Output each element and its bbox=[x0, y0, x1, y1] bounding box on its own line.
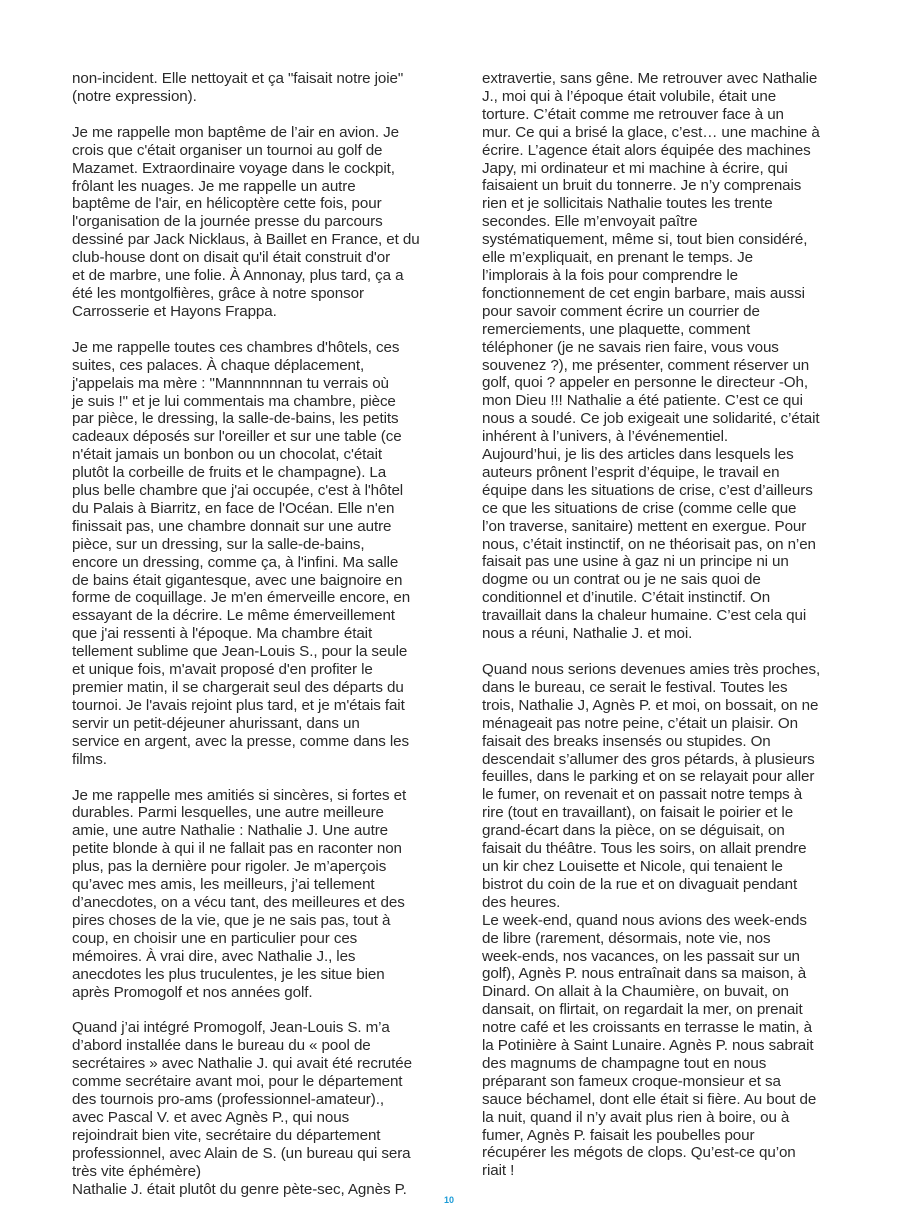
text-line: week-ends, nos vacances, on les passait sur un bbox=[482, 947, 800, 965]
text-line: plus belle chambre que j'ai occupée, c'est à l'hôtel bbox=[72, 482, 404, 500]
text-line: riait ! bbox=[482, 1162, 515, 1180]
text-line: baptême de l'air, en hélicoptère cette fois, pour bbox=[72, 195, 382, 213]
text-line: avec Pascal V. et avec Agnès P., qui nous bbox=[72, 1108, 350, 1126]
text-line: nous a soudé. Ce job exigeait une solidarité, c’était bbox=[482, 410, 820, 428]
text-line: professionnel, avec Alain de S. (un bureau qui sera bbox=[72, 1144, 411, 1162]
text-line: auteurs prônent l’esprit d’équipe, le travail en bbox=[482, 463, 780, 481]
text-line: J., moi qui à l’époque était volubile, était une bbox=[482, 87, 777, 105]
text-line: mon Dieu !!! Nathalie a été patiente. C’est ce qui bbox=[482, 392, 803, 410]
text-line: récupérer les mégots de clops. Qu’est-ce qu’on bbox=[482, 1144, 796, 1162]
text-line: faisaient un bruit du tonnerre. Je n’y comprenais bbox=[482, 177, 802, 195]
text-line: plus, pas la dernière pour rigoler. Je m’aperçois bbox=[72, 858, 387, 876]
text-line: qu’avec mes amis, les meilleurs, j’ai tellement bbox=[72, 876, 375, 894]
text-line: secondes. Elle m’envoyait paître bbox=[482, 213, 698, 231]
text-line: le fumer, on revenait et on passait notre temps à bbox=[482, 786, 803, 804]
paragraph bbox=[72, 70, 418, 106]
text-line: Carrosserie et Hayons Frappa. bbox=[72, 302, 277, 320]
paragraph bbox=[72, 339, 418, 769]
text-line: mur. Ce qui a brisé la glace, c’est… une machine à bbox=[482, 123, 820, 141]
text-line: des heures. bbox=[482, 893, 561, 911]
text-line: petite blonde à qui il ne fallait pas en raconter non bbox=[72, 840, 402, 858]
text-line: remerciements, une plaquette, comment bbox=[482, 320, 751, 338]
text-line: dogme ou un contrat ou je ne sais quoi de bbox=[482, 571, 761, 589]
text-line: Je me rappelle mes amitiés si sincères, si fortes et bbox=[72, 786, 407, 804]
text-line: Aujourd’hui, je lis des articles dans lesquels les bbox=[482, 446, 794, 464]
text-line: j'appelais ma mère : "Mannnnnnan tu verrais où bbox=[72, 374, 389, 392]
text-line: secrétaires » avec Nathalie J. qui avait été recrutée bbox=[72, 1055, 412, 1073]
text-line: bistrot du coin de la rue et on divaguait pendant bbox=[482, 875, 798, 893]
text-line: golf), Agnès P. nous entraînait dans sa maison, à bbox=[482, 965, 807, 983]
text-line: l'organisation de la journée presse du parcours bbox=[72, 213, 383, 231]
text-line: plutôt la corbeille de fruits et le champagne). La bbox=[72, 464, 387, 482]
text-line: tournoi. Je l'avais rejoint plus tard, et je m'étais fait bbox=[72, 696, 405, 714]
text-line: golf, quoi ? appeler en personne le directeur -Oh, bbox=[482, 374, 808, 392]
text-line: notre café et les croissants en terrasse le matin, à bbox=[482, 1019, 812, 1037]
text-line: fonctionnement de cet engin barbare, mais aussi bbox=[482, 284, 805, 302]
text-line: anecdotes les plus truculentes, je les situe bien bbox=[72, 965, 385, 983]
text-line: de libre (rarement, désormais, note vie, nos bbox=[482, 929, 771, 947]
text-line: pour savoir comment écrire un courrier de bbox=[482, 302, 760, 320]
text-line: torture. C’était comme me retrouver face à un bbox=[482, 105, 784, 123]
text-line: et unique fois, m'avait proposé d'en profiter le bbox=[72, 661, 373, 679]
paragraph bbox=[72, 1019, 418, 1198]
text-line: inhérent à l’univers, à l’événementiel. bbox=[482, 428, 728, 446]
text-line: Quand nous serions devenues amies très proches, bbox=[482, 661, 821, 678]
text-line: durables. Parmi lesquelles, une autre meilleure bbox=[72, 804, 384, 822]
text-line: fumer, Agnès P. faisait les poubelles pour bbox=[482, 1126, 755, 1144]
text-line: Nathalie J. était plutôt du genre pète-sec, Agnès P. bbox=[72, 1180, 407, 1198]
text-line: et de marbre, une folie. À Annonay, plus tard, ça a bbox=[72, 267, 404, 285]
text-line: Le week-end, quand nous avions des week-ends bbox=[482, 911, 807, 929]
text-line: servir un petit-déjeuner ahurissant, dans un bbox=[72, 714, 360, 732]
text-line: tellement sublime que Jean-Louis S., pour la seule bbox=[72, 643, 408, 661]
text-line: la Potinière à Saint Lunaire. Agnès P. nous sabrait bbox=[482, 1037, 814, 1055]
text-line: équipe dans les situations de crise, c’est d’ailleurs bbox=[482, 481, 813, 499]
text-line: Je me rappelle mon baptême de l’air en avion. Je bbox=[72, 123, 399, 141]
text-line: frôlant les nuages. Je me rappelle un autre bbox=[72, 177, 356, 195]
text-line: dansait, on flirtait, on regardait la mer, on prenait bbox=[482, 1001, 803, 1019]
text-line: suites, ces palaces. À chaque déplacement, bbox=[72, 356, 365, 374]
text-line: club-house dont on disait qu'il était construit d'or bbox=[72, 249, 391, 267]
text-line: dans le bureau, ce serait le festival. Toutes les bbox=[482, 678, 788, 696]
text-line: faisait pas une usine à gaz ni un principe ni un bbox=[482, 553, 789, 571]
text-line: dessiné par Jack Nicklaus, à Baillet en France, et du bbox=[72, 231, 420, 249]
text-line: systématiquement, même si, tout bien considéré, bbox=[482, 231, 808, 249]
paragraph bbox=[482, 661, 828, 1180]
text-line: d’abord installée dans le bureau du « pool de bbox=[72, 1037, 371, 1055]
text-line: crois que c'était organiser un tournoi au golf de bbox=[72, 141, 383, 159]
text-line: essayant de la décrire. Le même émerveillement bbox=[72, 607, 395, 625]
text-line: nous a réuni, Nathalie J. et moi. bbox=[482, 625, 693, 643]
text-line: je suis !" et je lui commentais ma chambre, pièce bbox=[72, 392, 396, 410]
text-line: l’implorais à la fois pour comprendre le bbox=[482, 266, 738, 284]
text-line: non-incident. Elle nettoyait et ça "faisait notre joie" bbox=[72, 70, 404, 87]
text-line: Japy, mi ordinateur et mi machine à écrire, qui bbox=[482, 159, 788, 177]
text-line: (notre expression). bbox=[72, 87, 197, 105]
text-line: très vite éphémère) bbox=[72, 1162, 201, 1180]
text-line: elle m’expliquait, en prenant le temps. Je bbox=[482, 249, 754, 267]
text-line: comme secrétaire avant moi, pour le département bbox=[72, 1073, 403, 1091]
text-line: des magnums de champagne tout en nous bbox=[482, 1054, 767, 1072]
text-line: Dinard. On allait à la Chaumière, on buvait, on bbox=[482, 983, 789, 1001]
paragraph bbox=[72, 787, 418, 1002]
text-line: cadeaux déposés sur l'oreiller et sur une table (ce bbox=[72, 428, 402, 446]
text-line: pièce, sur un dressing, sur la salle-de-bains, bbox=[72, 535, 365, 553]
text-line: rejoindrait bien vite, secrétaire du département bbox=[72, 1126, 381, 1144]
right-column bbox=[482, 70, 828, 1198]
text-line: descendait s’allumer des gros pétards, à plusieurs bbox=[482, 750, 815, 768]
text-line: Je me rappelle toutes ces chambres d'hôtels, ces bbox=[72, 338, 400, 356]
text-line: un kir chez Louisette et Nicole, qui tenaient le bbox=[482, 857, 783, 875]
text-line: encore un dressing, comme ça, à l'infini. Ma salle bbox=[72, 553, 399, 571]
text-line: pires choses de la vie, que je ne sais pas, tout à bbox=[72, 911, 391, 929]
text-line: forme de coquillage. Je m'en émerveille encore, en bbox=[72, 589, 411, 607]
text-line: feuilles, dans le parking et on se relayait pour aller bbox=[482, 768, 815, 786]
text-line: du Palais à Biarritz, en face de l'Océan. Elle n'en bbox=[72, 499, 395, 517]
text-line: Quand j’ai intégré Promogolf, Jean-Louis S. m’a bbox=[72, 1019, 390, 1037]
text-line: extravertie, sans gêne. Me retrouver avec Nathalie bbox=[482, 70, 818, 87]
text-line: conditionnel et d’inutile. C’était instinctif. On bbox=[482, 589, 771, 607]
text-line: mémoires. À vrai dire, avec Nathalie J., les bbox=[72, 947, 356, 965]
text-line: rien et je sollicitais Nathalie toutes les trente bbox=[482, 195, 773, 213]
text-line: nous, c’était instinctif, on ne théorisait pas, on n’en bbox=[482, 535, 816, 553]
text-line: de bains était gigantesque, avec une baignoire en bbox=[72, 571, 403, 589]
text-line: finissait pas, une chambre donnait sur une autre bbox=[72, 517, 392, 535]
text-line: ménageait pas notre peine, c’était un plaisir. On bbox=[482, 714, 798, 732]
text-line: que j'ai ressenti à l'époque. Ma chambre était bbox=[72, 625, 373, 643]
text-line: téléphoner (je ne savais rien faire, vous vous bbox=[482, 338, 779, 356]
text-line: après Promogolf et nos années golf. bbox=[72, 983, 313, 1001]
text-line: faisait du théâtre. Tous les soirs, on allait prendre bbox=[482, 840, 807, 858]
page-number: 10 bbox=[443, 1195, 454, 1205]
text-line: grand-écart dans la pièce, on se déguisait, on bbox=[482, 822, 785, 840]
text-line: n'était jamais un bonbon ou un chocolat, c'était bbox=[72, 446, 383, 464]
text-line: service en argent, avec la presse, comme dans les bbox=[72, 732, 409, 750]
text-line: films. bbox=[72, 750, 107, 768]
text-line: des tournois pro-ams (professionnel-amateur)., bbox=[72, 1091, 384, 1109]
paragraph bbox=[482, 70, 828, 643]
paragraph bbox=[72, 124, 418, 321]
text-line: premier matin, il se chargerait seul des départs du bbox=[72, 679, 404, 696]
text-line: ce que les situations de crise (comme celle que bbox=[482, 499, 797, 517]
text-line: travaillait dans la chaleur humaine. C’est cela qui bbox=[482, 607, 807, 625]
text-line: la nuit, quand il n’y avait plus rien à boire, ou à bbox=[482, 1108, 790, 1126]
text-line: par pièce, le dressing, la salle-de-bains, les petits bbox=[72, 410, 399, 428]
text-line: coup, en choisir une en particulier pour ces bbox=[72, 929, 358, 947]
text-line: rire (tout en travaillant), on faisait le poirier et le bbox=[482, 804, 794, 822]
text-line: trois, Nathalie J, Agnès P. et moi, on bossait, on ne bbox=[482, 696, 819, 714]
text-line: sauce béchamel, dont elle était si fière. Au bout de bbox=[482, 1090, 817, 1108]
left-column bbox=[72, 70, 418, 1216]
text-line: l’on traverse, sanitaire) mettent en exergue. Pour bbox=[482, 517, 807, 535]
text-line: écrire. L’agence était alors équipée des machines bbox=[482, 141, 811, 159]
text-line: préparant son fameux croque-monsieur et sa bbox=[482, 1072, 781, 1090]
text-line: faisait des breaks insensés ou stupides. On bbox=[482, 732, 771, 750]
text-line: d’anecdotes, on a vécu tant, des meilleures et des bbox=[72, 893, 405, 911]
text-line: souvenez ?), me présenter, comment réserver un bbox=[482, 356, 810, 374]
text-line: amie, une autre Nathalie : Nathalie J. Une autre bbox=[72, 822, 389, 840]
text-line: Mazamet. Extraordinaire voyage dans le cockpit, bbox=[72, 159, 395, 177]
text-line: été les montgolfières, grâce à notre sponsor bbox=[72, 284, 364, 302]
